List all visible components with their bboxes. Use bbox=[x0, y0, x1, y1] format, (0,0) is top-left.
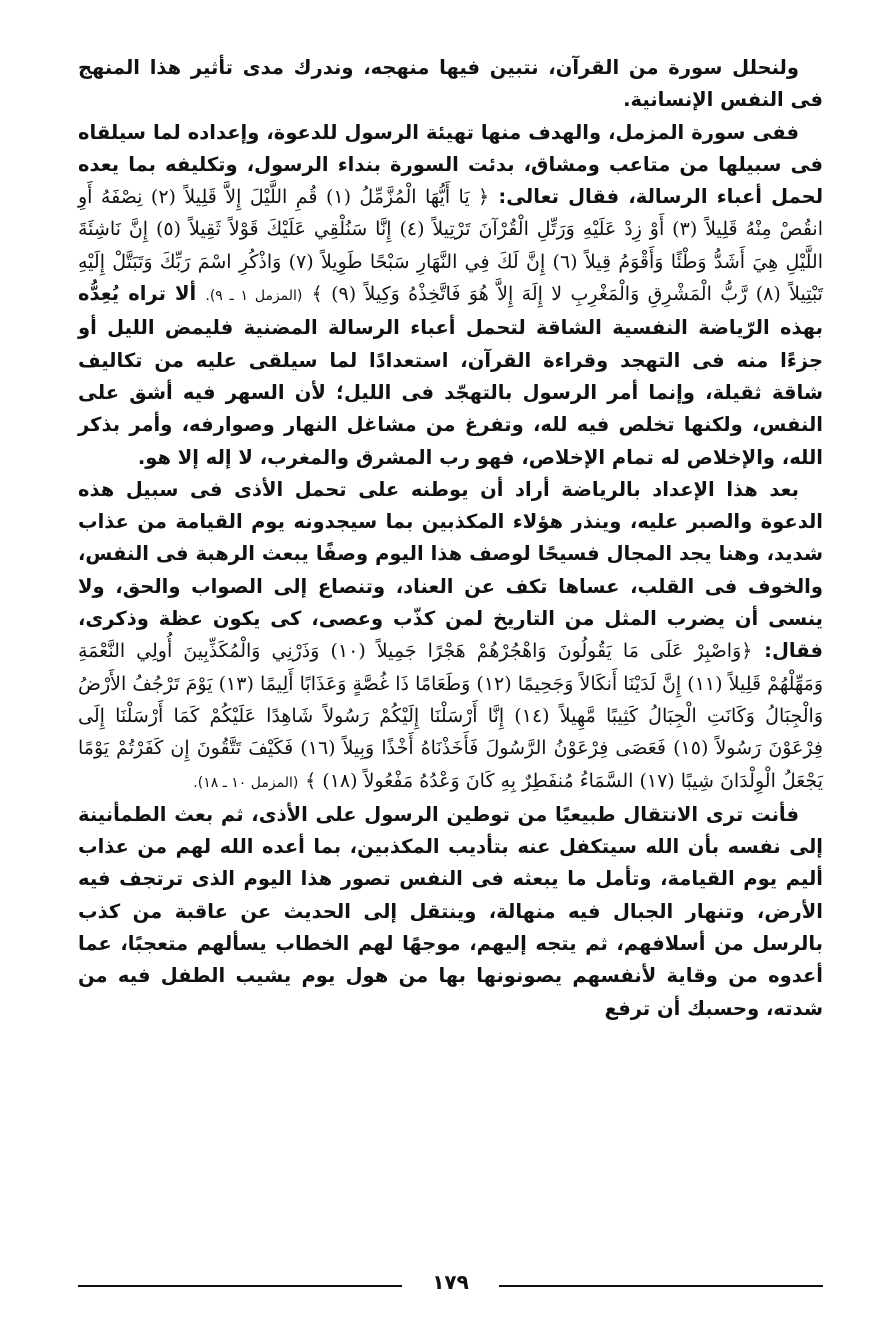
quran-verse-muzzammil-1-9: ﴿ يَا أَيُّهَا الْمُزَّمِّلُ (١) قُمِ اللَّيْلَ إِلاَّ قَلِيلاً (٢) نِصْفَهُ أَوِ انقُصْ مِنْهُ قَلِيلاً (٣) أَوْ زِدْ عَلَيْهِ وَرَتِّلِ الْقُرْآنَ تَرْتِيلاً (٤) إِنَّا سَنُلْقِي عَلَيْكَ قَوْلاً ثَقِيلاً (٥) إِنَّ نَاشِئَةَ اللَّيْلِ هِيَ أَشَدُّ وَطْئًا وَأَقْوَمُ قِيلاً (٦) إِنَّ لَكَ فِي النَّهَارِ سَبْحًا طَوِيلاً (٧) وَاذْكُرِ اسْمَ رَبِّكَ وَتَبَتَّلْ إِلَيْهِ تَبْتِيلاً (٨) رَّبُّ الْمَشْرِقِ وَالْمَغْرِبِ لا إِلَهَ إِلاَّ هُوَ فَاتَّخِذْهُ وَكِيلاً (٩) ﴾ bbox=[78, 186, 824, 306]
paragraph-4-text: فأنت ترى الانتقال طبيعيًا من توطين الرسول على الأذى، ثم بعث الطمأنينة إلى نفسه بأن الله سيتكفل عنه بتأديب المكذبين، بما أعده الله لهم من عذاب أليم يوم القيامة، وتأمل ما يبعثه فى النفس تصور هذا اليوم الذى ترتجف فيه الأرض، وتنهار الجبال فيه منهالة، وينتقل إلى الحديث عن عاقبة من كذب بالرسل من أسلافهم، ثم يتجه إليهم، موجهًا لهم الخطاب يسألهم متعجبًا، عما أعدوه من وقاية لأنفسهم يصونونها بها من هول يوم يشيب الطفل فيه من شدته، وحسبك أن ترفع bbox=[78, 802, 823, 1020]
paragraph-3 bbox=[78, 474, 823, 799]
paragraph-1 bbox=[78, 52, 823, 117]
paragraph-1-text: ولنحلل سورة من القرآن، نتبين فيها منهجه، وندرك مدى تأثير هذا المنهج فى النفس الإنسانية. bbox=[78, 56, 823, 112]
paragraph-2-rest: ألا تراه يُعِدُّه بهذه الرّياضة النفسية الشاقة لتحمل أعباء الرسالة المضنية فليمض الليل أو جزءًا منه فى التهجد وقراءة القرآن، استعدادًا لما سيلقى عليه من تكاليف شاقة ثقيلة، وإنما أمر الرسول بالتهجّد فى الليل؛ لأن السهر فيه أشق على النفس، ولكنها تخلص فيه لله، وتفرغ من مشاغل النهار وصوارفه، وأمر بذكر الله، والإخلاص له تمام الإخلاص، فهو رب المشرق والمغرب، لا إله إلا هو. bbox=[78, 282, 823, 469]
paragraph-4 bbox=[78, 799, 823, 1025]
page-number: ١٧٩ bbox=[432, 1270, 469, 1294]
paragraph-2-intro: ففى سورة المزمل، والهدف منها تهيئة الرسول للدعوة، وإعداده لما سيلقاه فى سبيلها من متاعب ومشاق، بدئت السورة بنداء الرسول، وتكليفه بما يعده لحمل أعباء الرسالة، فقال تعالى: bbox=[78, 120, 824, 209]
footer-rule-right bbox=[499, 1285, 823, 1287]
page-footer bbox=[78, 1268, 823, 1298]
body-text bbox=[78, 52, 823, 1025]
verse-reference-1: (المزمل ١ ـ ٩). bbox=[205, 288, 303, 305]
quran-verse-muzzammil-10-18: ﴿وَاصْبِرْ عَلَى مَا يَقُولُونَ وَاهْجُرْهُمْ هَجْرًا جَمِيلاً (١٠) وَذَرْنِي وَالْمُكَذِّبِينَ أُولِي النَّعْمَةِ وَمَهِّلْهُمْ قَلِيلاً (١١) إِنَّ لَدَيْنَا أَنكَالاً وَجَحِيمًا (١٢) وَطَعَامًا ذَا غُصَّةٍ وَعَذَابًا أَلِيمًا (١٣) يَوْمَ تَرْجُفُ الأَرْضُ وَالْجِبَالُ وَكَانَتِ الْجِبَالُ كَثِيبًا مَّهِيلاً (١٤) إِنَّا أَرْسَلْنَا إِلَيْكُمْ رَسُولاً شَاهِدًا عَلَيْكُمْ كَمَا أَرْسَلْنَا إِلَى فِرْعَوْنَ رَسُولاً (١٥) فَعَصَى فِرْعَوْنُ الرَّسُولَ فَأَخَذْنَاهُ أَخْذًا وَبِيلاً (١٦) فَكَيْفَ تَتَّقُونَ إِن كَفَرْتُمْ يَوْمًا يَجْعَلُ الْوِلْدَانَ شِيبًا (١٧) السَّمَاءُ مُنفَطِرٌ بِهِ كَانَ وَعْدُهُ مَفْعُولاً (١٨) ﴾ bbox=[78, 640, 823, 792]
paragraph-3-intro: بعد هذا الإعداد بالرياضة أراد أن يوطنه على تحمل الأذى فى سبيل هذه الدعوة والصبر عليه، وينذر هؤلاء المكذبين بما سيجدونه يوم القيامة من عذاب شديد، وهنا يجد المجال فسيحًا لوصف هذا اليوم وصفًا يبعث الرهبة فى النفس، والخوف فى القلب، عساها تكف عن العناد، وتنصاع إلى الصواب والحق، ولا ينسى أن يضرب المثل من التاريخ لمن كذّب وعصى، كى يكون عظة وذكرى، فقال: bbox=[78, 477, 824, 663]
footer-rule-left bbox=[78, 1285, 402, 1287]
paragraph-2 bbox=[78, 117, 823, 474]
verse-reference-2: (المزمل ١٠ ـ ١٨). bbox=[193, 774, 299, 791]
